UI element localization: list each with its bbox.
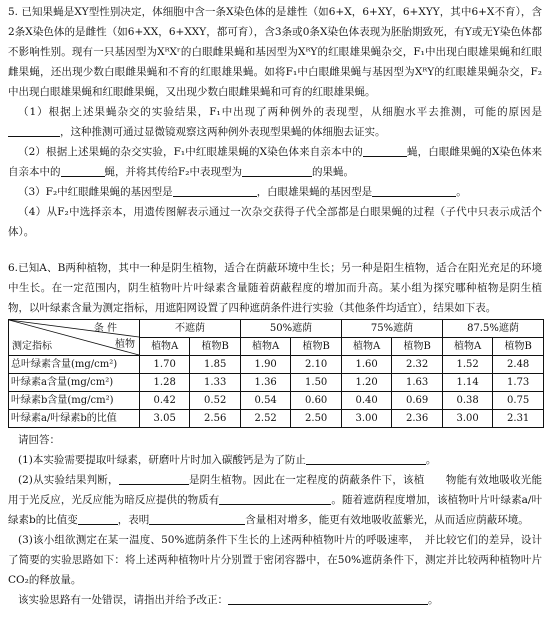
table-cell: 2.32 [392, 356, 443, 374]
answer-blank[interactable] [61, 164, 105, 177]
table-cell: 1.90 [240, 356, 290, 374]
header-plant-label: 植物 [115, 339, 135, 350]
table-row [9, 374, 544, 392]
table-cell: 1.14 [442, 374, 492, 392]
plant-header: 植物B [392, 338, 443, 356]
plant-header: 植物A [341, 338, 391, 356]
header-condition-label: 条 件 [93, 323, 117, 334]
q5-subquestion-1: （1）根据上述果蝇杂交的实验结果，F₁中出现了两种例外的表现型，从细胞水平去推测，可能的原因是，这种推测可通过显微镜观察这两种例外表现型果蝇的体细胞去证实。 [8, 102, 542, 142]
answer-blank[interactable] [119, 472, 189, 485]
table-cell: 1.28 [140, 374, 190, 392]
table-cell: 3.00 [442, 410, 492, 428]
table-cell: 0.38 [442, 392, 492, 410]
table-cell: 1.85 [190, 356, 241, 374]
table-cell: 0.75 [493, 392, 544, 410]
row-label: 总叶绿素含量(mg/cm²) [9, 356, 140, 374]
table-cell: 1.63 [392, 374, 443, 392]
table-cell: 3.00 [341, 410, 391, 428]
answer-blank[interactable] [363, 144, 407, 157]
chlorophyll-table [8, 319, 544, 428]
header-indicator-label: 测定指标 [12, 341, 52, 352]
table-cell: 2.10 [291, 356, 342, 374]
answer-blank[interactable] [228, 592, 428, 605]
table-cell: 2.52 [240, 410, 290, 428]
answer-blank[interactable] [8, 124, 60, 137]
plant-header: 植物A [442, 338, 492, 356]
answer-blank[interactable] [78, 512, 118, 525]
q6-subquestion-4: 该实验思路有一处错误，请指出并给予改正： 。 [18, 594, 439, 606]
table-cell: 2.56 [190, 410, 241, 428]
plant-header: 植物B [291, 338, 342, 356]
plant-header: 植物A [240, 338, 290, 356]
answer-blank[interactable] [372, 184, 456, 197]
q6-subquestion-2: (2)从实验结果判断， 是阴生植物。因此在一定程度的荫蔽条件下，该植 物能有效地吸收光能用于光反应，光反应能为暗反应提供的物质有 。随着遮荫程度增加，该植物叶片叶绿素a/叶绿素b的比值变 ，表明 含量相对增多，能更有效地吸收蓝紫光，从而适应荫蔽环境。 [8, 474, 543, 526]
table-cell: 0.60 [291, 392, 342, 410]
table-cell: 0.40 [341, 392, 391, 410]
table-cell: 1.60 [341, 356, 391, 374]
table-cell: 1.20 [341, 374, 391, 392]
plant-header: 植物B [190, 338, 241, 356]
q5-stem: 5. 已知果蝇是XY型性别决定，体细胞中含一条X染色体的是雄性（如6+X，6+XY，6+XYY，其中6+X不育），含2条X染色体的是雌性（如6+XX，6+XXY，都可育），含3条或0条X染色体表现为胚胎期致死，有Y或无Y染色体都不影响性别。现有一只基因型为XᴿXʳ的白眼雌果蝇和基因型为XᴿY的红眼雄果蝇杂交，F₁中出现白眼雄果蝇和红眼雌果蝇，还出现少数白眼雌果蝇和不育的红眼雄果蝇。如将F₁中白眼雌果蝇与基因型为XᴿY的红眼雄果蝇杂交，F₂中出现白眼雄果蝇和红眼雌果蝇，又出现少数白眼雌果蝇和可育的红眼雄果蝇。 [8, 6, 542, 98]
table-cell: 2.50 [291, 410, 342, 428]
q6-stem: 6.已知A、B两种植物，其中一种是阴生植物，适合在荫蔽环境中生长；另一种是阳生植物，适合在阳光充足的环境中生长。在一定范围内，阴生植物叶片叶绿素含量随着荫蔽程度的增加而升高。某小组为探究哪种植物是阴生植物，以叶绿素含量为测定指标，用遮阳网设置了四种遮荫条件进行实验（其他条件均适宜），结果如下表。 [8, 262, 542, 314]
table-cell: 0.52 [190, 392, 241, 410]
table-cell: 1.70 [140, 356, 190, 374]
answer-blank[interactable] [149, 512, 245, 525]
answer-blank[interactable] [242, 164, 312, 177]
answer-blank[interactable] [306, 452, 426, 465]
q5-subquestion-3: （3）F₂中红眼雌果蝇的基因型是 ，白眼雄果蝇的基因型是 。 [18, 186, 467, 198]
plant-header: 植物A [140, 338, 190, 356]
q5-subquestion-4: （4）从F₂中选择亲本，用遗传图解表示通过一次杂交获得子代全部都是白眼果蝇的过程（子代中只表示成活个体）。 [8, 206, 542, 238]
plant-header: 植物B [493, 338, 544, 356]
answer-blank[interactable] [219, 492, 331, 505]
row-label: 叶绿素b含量(mg/cm²) [9, 392, 140, 410]
table-row [9, 392, 544, 410]
q6-ask: 请回答： [18, 434, 60, 446]
table-cell: 1.36 [240, 374, 290, 392]
table-cell: 0.69 [392, 392, 443, 410]
row-label: 叶绿素a/叶绿素b的比值 [9, 410, 140, 428]
table-cell: 1.52 [442, 356, 492, 374]
table-row [9, 410, 544, 428]
table-cell: 2.36 [392, 410, 443, 428]
diagonal-header-cell [9, 320, 140, 356]
table-cell: 1.73 [493, 374, 544, 392]
table-cell: 1.50 [291, 374, 342, 392]
q6-subquestion-3: (3)该小组欲测定在某一温度、50%遮荫条件下生长的上述两种植物叶片的呼吸速率， 并比较它们的差异，设计了简要的实验思路如下：将上述两种植物叶片分别置于密闭容器中，在50%遮荫条件下，测定并比较两种植物叶片CO₂的释放量。 [8, 534, 542, 586]
table-cell: 0.42 [140, 392, 190, 410]
table-cell: 1.33 [190, 374, 241, 392]
group-header: 75%遮荫 [341, 320, 442, 338]
q6-subquestion-1: (1)本实验需要提取叶绿素，研磨叶片时加入碳酸钙是为了防止 。 [18, 454, 437, 466]
group-header: 不遮荫 [140, 320, 241, 338]
row-label: 叶绿素a含量(mg/cm²) [9, 374, 140, 392]
table-cell: 3.05 [140, 410, 190, 428]
group-header: 50%遮荫 [240, 320, 341, 338]
q5-subquestion-2: （2）根据上述果蝇的杂交实验，F₁中红眼雄果蝇的X染色体来自亲本中的 蝇，白眼雌果蝇的X染色体来自亲本中的 蝇，并将其传给F₂中表现型为 的果蝇。 [8, 146, 542, 178]
table-cell: 2.31 [493, 410, 544, 428]
table-row [9, 356, 544, 374]
table-cell: 0.54 [240, 392, 290, 410]
table-cell: 2.48 [493, 356, 544, 374]
answer-blank[interactable] [173, 184, 257, 197]
group-header: 87.5%遮荫 [442, 320, 543, 338]
